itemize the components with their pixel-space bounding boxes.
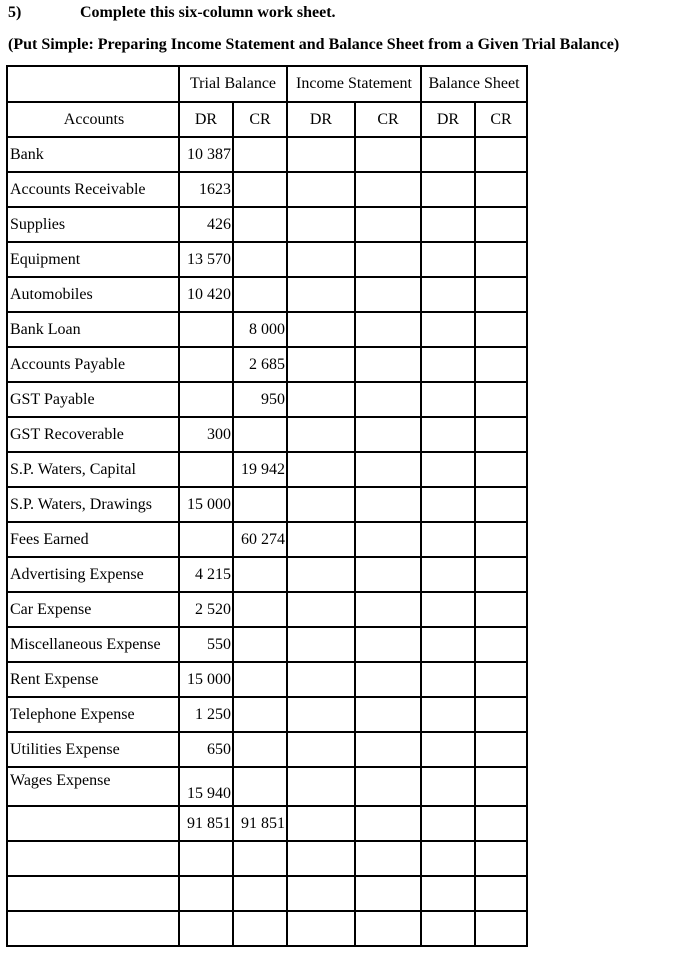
table-row	[7, 382, 527, 417]
bs-cr-cell[interactable]	[475, 417, 527, 452]
tb-cr-value	[233, 732, 287, 767]
bs-cr-cell[interactable]	[475, 911, 527, 946]
table-row	[7, 137, 527, 172]
is-cr-cell[interactable]	[355, 137, 421, 172]
tb-cr-value	[233, 417, 287, 452]
table-row	[7, 627, 527, 662]
tb-cr-total: 91 851	[233, 806, 287, 841]
bs-cr-cell[interactable]	[475, 662, 527, 697]
column-header-row	[7, 102, 527, 137]
bs-cr-cell[interactable]	[475, 767, 527, 806]
bs-cr-cell[interactable]	[475, 382, 527, 417]
tb-cr-value	[233, 137, 287, 172]
table-row	[7, 767, 527, 806]
is-cr-cell[interactable]	[355, 592, 421, 627]
table-row	[7, 522, 527, 557]
table-row	[7, 312, 527, 347]
is-cr-cell[interactable]	[355, 557, 421, 592]
tb-dr-value: 4 215	[179, 557, 233, 592]
is-cr-cell[interactable]	[355, 487, 421, 522]
is-dr-cell[interactable]	[287, 767, 355, 806]
bs-cr-cell[interactable]	[475, 876, 527, 911]
is-cr-cell[interactable]	[355, 627, 421, 662]
bs-dr-cell[interactable]	[421, 312, 475, 347]
tb-cr-value	[233, 277, 287, 312]
bs-dr-cell[interactable]	[421, 242, 475, 277]
bs-cr-cell[interactable]	[475, 277, 527, 312]
is-dr-cell[interactable]	[287, 662, 355, 697]
bs-cr-cell[interactable]	[475, 522, 527, 557]
account-name: Utilities Expense	[7, 732, 179, 767]
account-name: Bank	[7, 137, 179, 172]
empty-row	[7, 841, 527, 876]
table-row	[7, 347, 527, 382]
bs-dr-cell[interactable]	[421, 662, 475, 697]
is-dr-cell[interactable]	[287, 841, 355, 876]
is-cr-cell[interactable]	[355, 452, 421, 487]
tb-cr-cell[interactable]	[233, 876, 287, 911]
is-dr-cell[interactable]	[287, 697, 355, 732]
tb-cr-value	[233, 627, 287, 662]
tb-cr-value	[233, 697, 287, 732]
bs-cr-cell[interactable]	[475, 347, 527, 382]
is-dr-cell[interactable]	[287, 137, 355, 172]
tb-cr-value	[233, 592, 287, 627]
bs-dr-cell[interactable]	[421, 697, 475, 732]
is-cr-cell[interactable]	[355, 911, 421, 946]
is-dr-cell[interactable]	[287, 876, 355, 911]
is-cr-cell[interactable]	[355, 732, 421, 767]
tb-dr-value: 15 000	[179, 662, 233, 697]
table-row	[7, 242, 527, 277]
tb-dr-value	[179, 382, 233, 417]
is-cr-cell[interactable]	[355, 806, 421, 841]
is-dr-cell[interactable]	[287, 347, 355, 382]
bs-cr-cell[interactable]	[475, 732, 527, 767]
tb-cr-value	[233, 767, 287, 806]
tb-dr-value	[179, 522, 233, 557]
account-name: GST Recoverable	[7, 417, 179, 452]
is-dr-cell[interactable]	[287, 557, 355, 592]
tb-dr-value	[179, 312, 233, 347]
bs-dr-cell[interactable]	[421, 841, 475, 876]
tb-cr-value	[233, 172, 287, 207]
group-trial-balance: Trial Balance	[179, 66, 287, 102]
is-dr-cell[interactable]	[287, 592, 355, 627]
tb-dr-value: 1623	[179, 172, 233, 207]
tb-dr-cell[interactable]	[179, 841, 233, 876]
totals-row	[7, 806, 527, 841]
table-row	[7, 452, 527, 487]
tb-dr-cell[interactable]	[179, 876, 233, 911]
group-balance-sheet: Balance Sheet	[421, 66, 527, 102]
bs-dr-cell[interactable]	[421, 452, 475, 487]
bs-cr-cell[interactable]	[475, 557, 527, 592]
account-name: Miscellaneous Expense	[7, 627, 179, 662]
table-row	[7, 662, 527, 697]
bs-dr-cell[interactable]	[421, 522, 475, 557]
tb-cr-value: 950	[233, 382, 287, 417]
account-name: Accounts Receivable	[7, 172, 179, 207]
account-name: Advertising Expense	[7, 557, 179, 592]
bs-cr-cell[interactable]	[475, 841, 527, 876]
tb-cr-value: 2 685	[233, 347, 287, 382]
tb-dr-cell[interactable]	[179, 911, 233, 946]
empty-account-cell[interactable]	[7, 911, 179, 946]
tb-cr-value	[233, 207, 287, 242]
tb-dr-header: DR	[179, 102, 233, 137]
is-dr-cell[interactable]	[287, 312, 355, 347]
account-name: Rent Expense	[7, 662, 179, 697]
table-row	[7, 207, 527, 242]
table-row	[7, 592, 527, 627]
empty-row	[7, 876, 527, 911]
tb-cr-header: CR	[233, 102, 287, 137]
question-heading	[8, 3, 336, 23]
table-row	[7, 487, 527, 522]
is-cr-cell[interactable]	[355, 277, 421, 312]
accounts-header: Accounts	[7, 102, 179, 137]
tb-dr-value: 550	[179, 627, 233, 662]
tb-dr-value: 10 387	[179, 137, 233, 172]
bs-dr-cell[interactable]	[421, 207, 475, 242]
tb-cr-value: 8 000	[233, 312, 287, 347]
is-dr-cell[interactable]	[287, 172, 355, 207]
bs-dr-cell[interactable]	[421, 347, 475, 382]
tb-dr-value: 15 940	[179, 767, 233, 806]
bs-cr-cell[interactable]	[475, 697, 527, 732]
bs-dr-cell[interactable]	[421, 627, 475, 662]
column-group-row	[7, 66, 527, 102]
bs-cr-cell[interactable]	[475, 312, 527, 347]
is-cr-cell[interactable]	[355, 312, 421, 347]
is-cr-cell[interactable]	[355, 841, 421, 876]
six-column-worksheet	[6, 65, 528, 947]
tb-dr-value: 650	[179, 732, 233, 767]
tb-dr-value: 10 420	[179, 277, 233, 312]
is-dr-cell[interactable]	[287, 417, 355, 452]
account-name: S.P. Waters, Capital	[7, 452, 179, 487]
question-instruction: Complete this six-column work sheet.	[80, 4, 336, 21]
is-cr-cell[interactable]	[355, 767, 421, 806]
is-dr-cell[interactable]	[287, 452, 355, 487]
account-name: Automobiles	[7, 277, 179, 312]
bs-dr-cell[interactable]	[421, 911, 475, 946]
bs-cr-cell[interactable]	[475, 207, 527, 242]
bs-dr-cell[interactable]	[421, 487, 475, 522]
is-cr-cell[interactable]	[355, 172, 421, 207]
empty-row	[7, 911, 527, 946]
bs-dr-cell[interactable]	[421, 137, 475, 172]
account-name: Wages Expense	[7, 767, 179, 806]
bs-cr-cell[interactable]	[475, 172, 527, 207]
is-dr-cell[interactable]	[287, 487, 355, 522]
is-dr-cell[interactable]	[287, 522, 355, 557]
is-cr-cell[interactable]	[355, 242, 421, 277]
account-name: Supplies	[7, 207, 179, 242]
bs-cr-cell[interactable]	[475, 242, 527, 277]
is-cr-header: CR	[355, 102, 421, 137]
tb-dr-value: 13 570	[179, 242, 233, 277]
bs-dr-cell[interactable]	[421, 382, 475, 417]
bs-dr-cell[interactable]	[421, 767, 475, 806]
account-name: Bank Loan	[7, 312, 179, 347]
is-dr-cell[interactable]	[287, 382, 355, 417]
bs-dr-cell[interactable]	[421, 277, 475, 312]
empty-account-cell[interactable]	[7, 841, 179, 876]
bs-cr-cell[interactable]	[475, 806, 527, 841]
is-cr-cell[interactable]	[355, 417, 421, 452]
tb-cr-value	[233, 242, 287, 277]
account-name: Accounts Payable	[7, 347, 179, 382]
tb-cr-value: 60 274	[233, 522, 287, 557]
bs-cr-header: CR	[475, 102, 527, 137]
account-name: GST Payable	[7, 382, 179, 417]
is-dr-cell[interactable]	[287, 242, 355, 277]
account-name: Equipment	[7, 242, 179, 277]
tb-dr-value: 300	[179, 417, 233, 452]
totals-label-cell	[7, 806, 179, 841]
bs-cr-cell[interactable]	[475, 487, 527, 522]
tb-cr-cell[interactable]	[233, 841, 287, 876]
tb-dr-total: 91 851	[179, 806, 233, 841]
is-cr-cell[interactable]	[355, 382, 421, 417]
tb-cr-value	[233, 487, 287, 522]
question-number: 5)	[8, 4, 22, 21]
table-row	[7, 557, 527, 592]
bs-cr-cell[interactable]	[475, 627, 527, 662]
is-cr-cell[interactable]	[355, 697, 421, 732]
is-dr-cell[interactable]	[287, 911, 355, 946]
account-name: Fees Earned	[7, 522, 179, 557]
bs-cr-cell[interactable]	[475, 592, 527, 627]
account-name: S.P. Waters, Drawings	[7, 487, 179, 522]
bs-dr-header: DR	[421, 102, 475, 137]
question-subtitle: (Put Simple: Preparing Income Statement and Balance Sheet from a Given Trial Balance)	[8, 36, 620, 53]
is-cr-cell[interactable]	[355, 347, 421, 382]
tb-dr-value: 426	[179, 207, 233, 242]
bs-dr-cell[interactable]	[421, 876, 475, 911]
account-name: Telephone Expense	[7, 697, 179, 732]
is-dr-cell[interactable]	[287, 207, 355, 242]
is-cr-cell[interactable]	[355, 876, 421, 911]
is-cr-cell[interactable]	[355, 522, 421, 557]
tb-cr-value	[233, 662, 287, 697]
group-income-statement: Income Statement	[287, 66, 421, 102]
bs-dr-cell[interactable]	[421, 417, 475, 452]
is-dr-cell[interactable]	[287, 732, 355, 767]
bs-cr-cell[interactable]	[475, 452, 527, 487]
is-dr-cell[interactable]	[287, 806, 355, 841]
tb-cr-value: 19 942	[233, 452, 287, 487]
bs-dr-cell[interactable]	[421, 592, 475, 627]
table-row	[7, 417, 527, 452]
bs-dr-cell[interactable]	[421, 732, 475, 767]
table-row	[7, 277, 527, 312]
table-row	[7, 732, 527, 767]
is-cr-cell[interactable]	[355, 207, 421, 242]
tb-cr-value	[233, 557, 287, 592]
tb-dr-value: 1 250	[179, 697, 233, 732]
bs-dr-cell[interactable]	[421, 806, 475, 841]
is-cr-cell[interactable]	[355, 662, 421, 697]
tb-cr-cell[interactable]	[233, 911, 287, 946]
tb-dr-value: 2 520	[179, 592, 233, 627]
tb-dr-value	[179, 347, 233, 382]
tb-dr-value	[179, 452, 233, 487]
table-row	[7, 172, 527, 207]
bs-cr-cell[interactable]	[475, 137, 527, 172]
account-name: Car Expense	[7, 592, 179, 627]
is-dr-header: DR	[287, 102, 355, 137]
bs-dr-cell[interactable]	[421, 557, 475, 592]
empty-account-cell[interactable]	[7, 876, 179, 911]
bs-dr-cell[interactable]	[421, 172, 475, 207]
tb-dr-value: 15 000	[179, 487, 233, 522]
group-blank-cell	[7, 66, 179, 102]
table-row	[7, 697, 527, 732]
is-dr-cell[interactable]	[287, 627, 355, 662]
is-dr-cell[interactable]	[287, 277, 355, 312]
